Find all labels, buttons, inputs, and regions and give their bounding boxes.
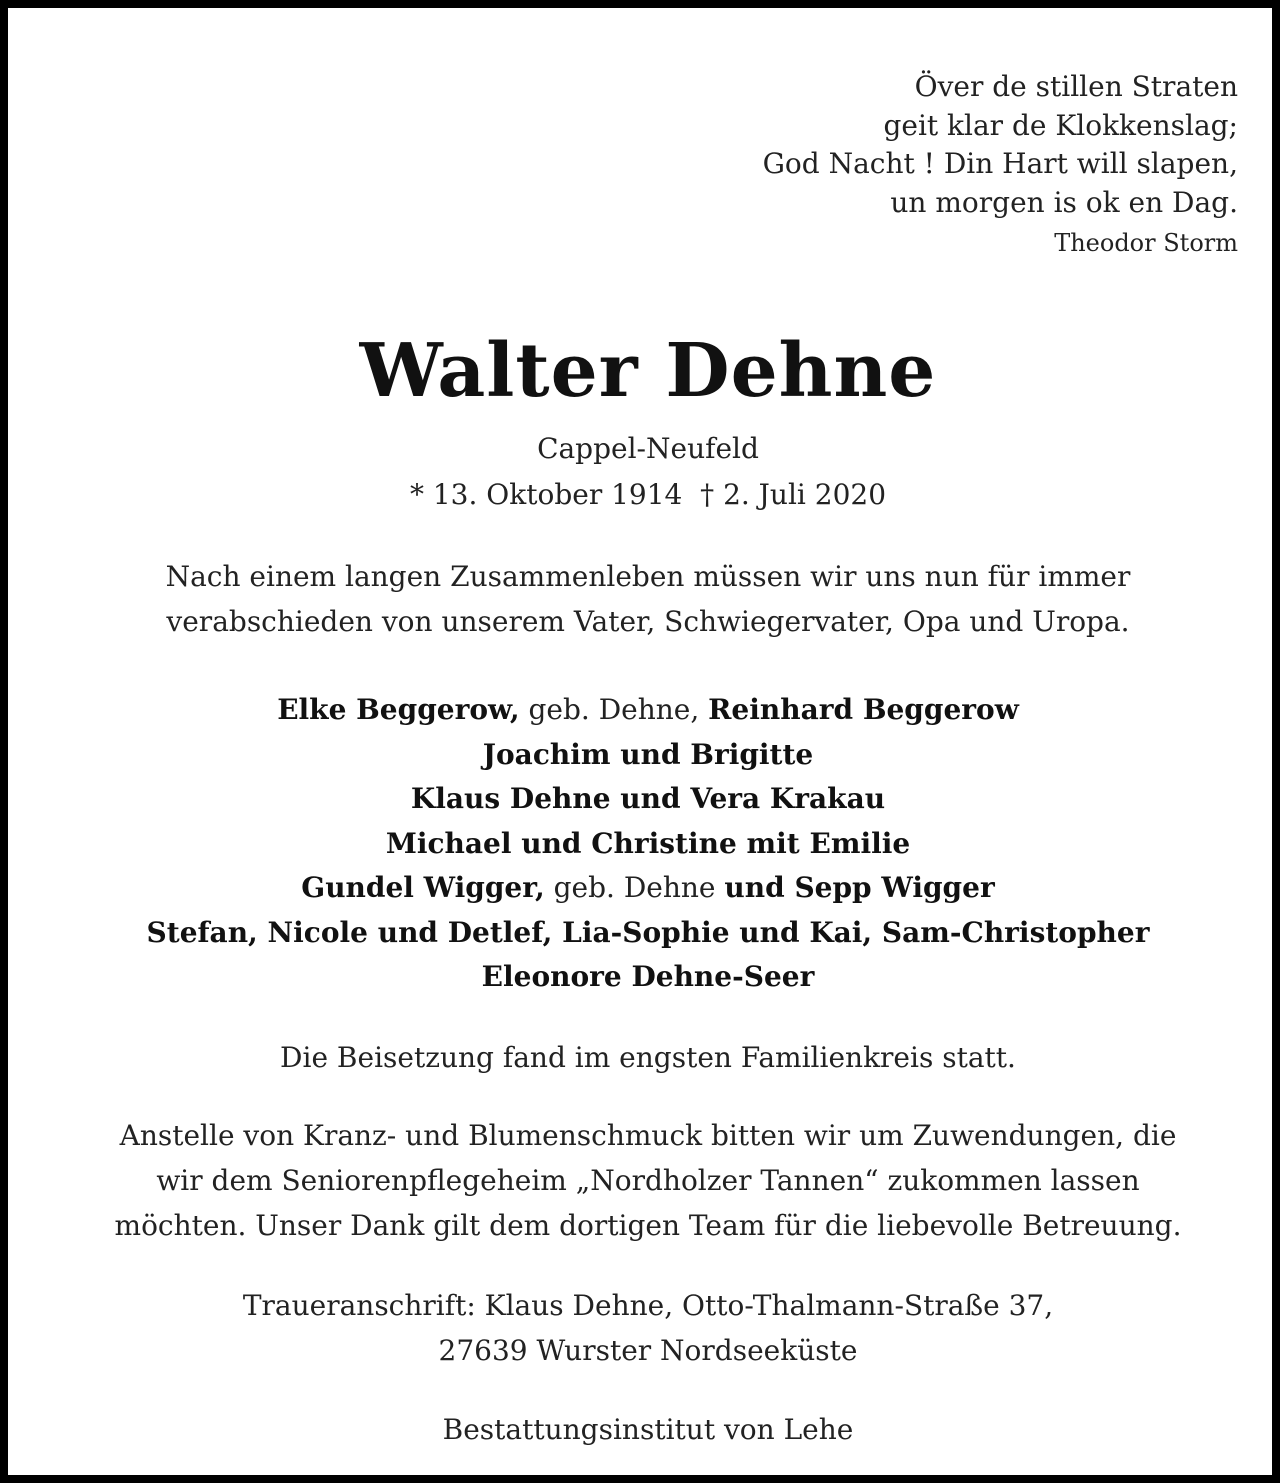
donation-request [28,1113,1268,1248]
deceased-place: Cappel-Neufeld [537,432,759,465]
family-member-name: Reinhard Beggerow [708,693,1019,726]
funeral-home: Bestattungsinstitut von Lehe [442,1413,854,1446]
family-line: Joachim und Brigitte [482,737,814,771]
family-member-name: und Sepp Wigger [724,871,995,904]
address-line: 27639 Wurster Nordseeküste [438,1334,858,1367]
donation-line: wir dem Seniorenpflegeheim „Nordholzer Tannen“ zukommen lassen [156,1164,1140,1197]
poem-line: un morgen is ok en Dag. [890,185,1238,219]
intro-line: Nach einem langen Zusammenleben müssen wir uns nun für immer [165,560,1131,593]
poem-line: Över de stillen Straten [914,70,1238,103]
donation-line: Anstelle von Kranz- und Blumenschmuck bitten wir um Zuwendungen, die [119,1119,1177,1152]
poem-line: God Nacht ! Din Hart will slapen, [762,147,1238,180]
family-member-name: Gundel Wigger, [301,871,545,904]
maiden-name-note: geb. Dehne [544,871,725,904]
family-line: Stefan, Nicole und Detlef, Lia-Sophie und Kai, Sam-Christopher [146,915,1150,949]
family-line: Eleonore Dehne-Seer [481,960,815,993]
family-line: Michael und Christine mit Emilie [385,826,911,860]
intro-text [28,554,1268,644]
mourning-address [28,1283,1268,1373]
poem [763,68,1238,258]
address-line: Traueranschrift: Klaus Dehne, Otto-Thalmann-Straße 37, [242,1289,1054,1322]
deceased-name: Walter Dehne [359,328,937,414]
maiden-name-note: geb. Dehne, [519,693,709,726]
family-line [28,866,1268,911]
life-dates: * 13. Oktober 1914 † 2. Juli 2020 [409,478,887,511]
donation-line: möchten. Unser Dank gilt dem dortigen Team für die liebevolle Betreuung. [114,1209,1182,1242]
family-line [28,688,1268,733]
poem-line: geit klar de Klokkenslag; [883,108,1238,142]
poem-author: Theodor Storm [1054,229,1238,257]
family-member-name: Elke Beggerow, [277,693,520,726]
family-list [28,688,1268,1000]
intro-line: verabschieden von unserem Vater, Schwiegervater, Opa und Uropa. [166,605,1130,638]
family-line: Klaus Dehne und Vera Krakau [410,782,886,815]
burial-notice: Die Beisetzung fand im engsten Familienkreis statt. [280,1041,1016,1074]
